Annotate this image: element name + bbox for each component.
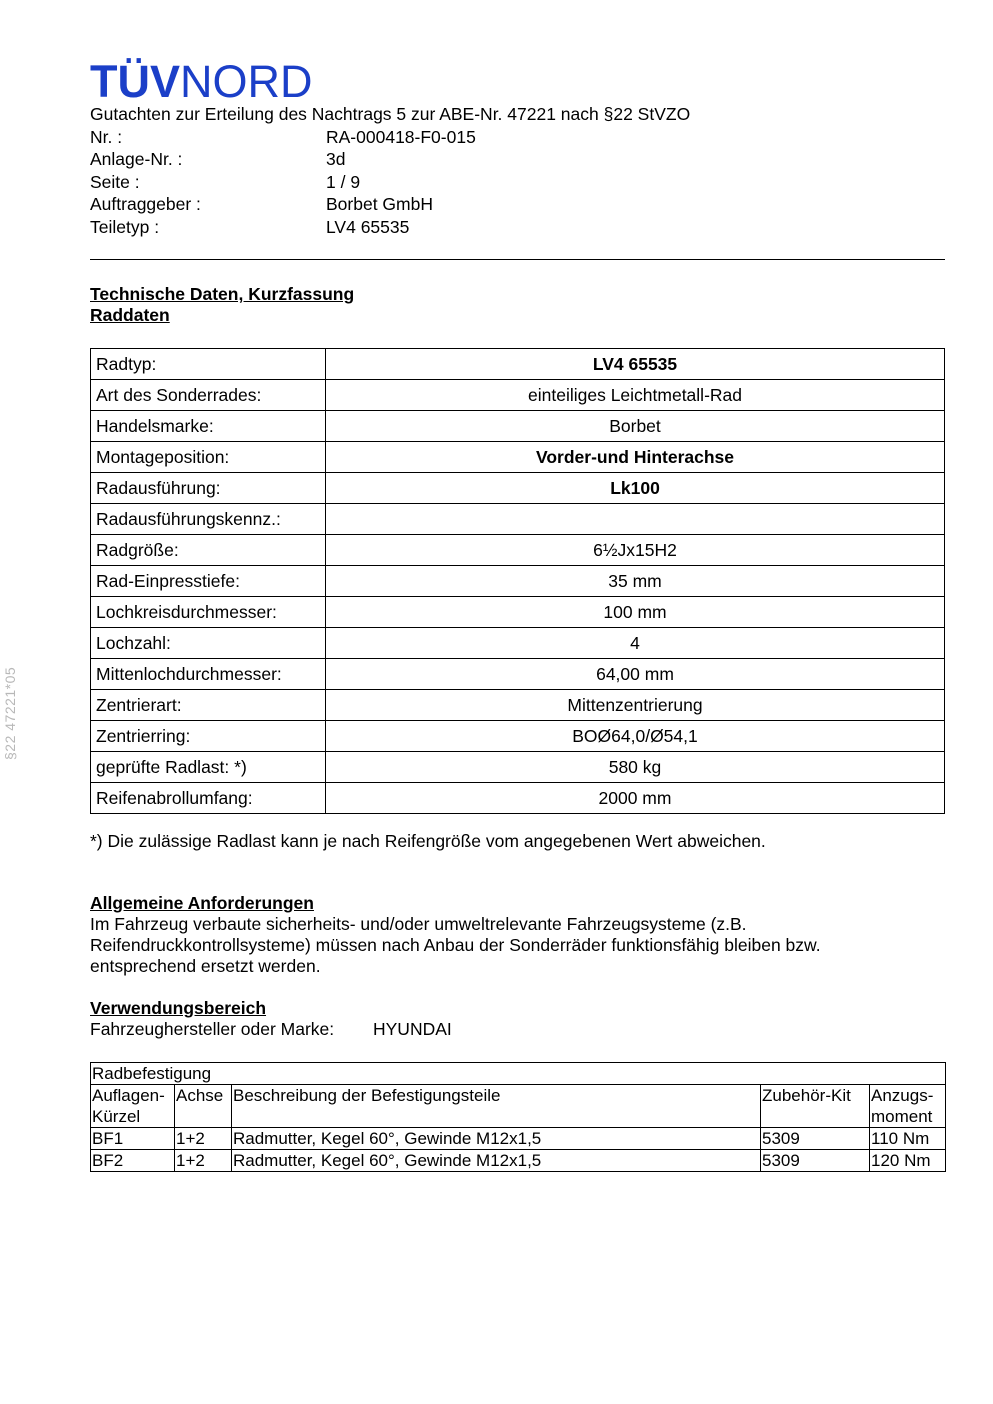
- wheel-field-value: 580 kg: [326, 752, 945, 783]
- wheel-field-label: Mittenlochdurchmesser:: [91, 659, 326, 690]
- side-reference-mark: §22 47221*05: [2, 666, 18, 760]
- wheel-data-table: [90, 348, 945, 814]
- table-row: [91, 380, 945, 411]
- wheel-field-value: einteiliges Leichtmetall-Rad: [326, 380, 945, 411]
- section-title: Allgemeine Anforderungen: [90, 893, 314, 913]
- meta-label: Teiletyp :: [90, 216, 160, 237]
- header-torque-line1: Anzugs-: [871, 1086, 934, 1105]
- radlast-footnote: *) Die zulässige Radlast kann je nach Reifengröße vom angegebenen Wert abweichen.: [90, 831, 766, 851]
- table-row: [91, 752, 945, 783]
- mount-caption-row: [91, 1063, 946, 1085]
- wheel-field-value: [326, 504, 945, 535]
- wheel-field-value: Mittenzentrierung: [326, 690, 945, 721]
- section-subtitle: Raddaten: [90, 305, 170, 325]
- cell-code: BF2: [91, 1150, 175, 1172]
- table-row: [91, 1128, 946, 1150]
- table-row: [91, 628, 945, 659]
- table-row: [91, 690, 945, 721]
- paragraph-line: entsprechend ersetzt werden.: [90, 956, 321, 976]
- section-title: Technische Daten, Kurzfassung: [90, 284, 355, 304]
- tuv-nord-logo: [90, 56, 313, 107]
- wheel-field-label: Lochkreisdurchmesser:: [91, 597, 326, 628]
- meta-value: RA-000418-F0-015: [326, 127, 476, 147]
- header-code: [91, 1085, 175, 1128]
- header-axle: Achse: [175, 1085, 232, 1128]
- meta-value: 1 / 9: [326, 171, 361, 192]
- header-torque-line2: moment: [871, 1107, 933, 1126]
- cell-description: Radmutter, Kegel 60°, Gewinde M12x1,5: [232, 1128, 761, 1150]
- table-row: [91, 721, 945, 752]
- header-code-line2: Kürzel: [92, 1107, 141, 1126]
- paragraph-line: Im Fahrzeug verbaute sicherheits- und/oder umweltrelevante Fahrzeugsysteme (z.B.: [90, 914, 747, 934]
- meta-value: 3d: [326, 149, 346, 170]
- wheel-field-label: Rad-Einpresstiefe:: [91, 566, 326, 597]
- wheel-field-label: geprüfte Radlast: *): [91, 752, 326, 783]
- meta-label: Auftraggeber :: [90, 194, 201, 215]
- wheel-field-value: Borbet: [326, 411, 945, 442]
- wheel-field-value: Vorder-und Hinterachse: [326, 442, 945, 473]
- wheel-field-value: LV4 65535: [326, 349, 945, 380]
- wheel-field-label: Radausführungskennz.:: [91, 504, 326, 535]
- section-general-requirements: [90, 893, 950, 977]
- table-row: [91, 349, 945, 380]
- wheel-field-label: Radgröße:: [91, 535, 326, 566]
- section-title: Verwendungsbereich: [90, 998, 267, 1018]
- wheel-field-label: Zentrierart:: [91, 690, 326, 721]
- cell-description: Radmutter, Kegel 60°, Gewinde M12x1,5: [232, 1150, 761, 1172]
- mount-header-row: [91, 1085, 946, 1128]
- table-row: [91, 411, 945, 442]
- wheel-field-label: Lochzahl:: [91, 628, 326, 659]
- section-technical-data: [90, 284, 354, 326]
- wheel-field-value: Lk100: [326, 473, 945, 504]
- meta-label: Nr. :: [90, 127, 123, 147]
- wheel-field-label: Radtyp:: [91, 349, 326, 380]
- cell-kit: 5309: [761, 1128, 870, 1150]
- mounting-table: [90, 1062, 946, 1172]
- header-divider: [90, 259, 945, 260]
- table-row: [91, 597, 945, 628]
- cell-torque: 120 Nm: [870, 1150, 946, 1172]
- table-row: [91, 659, 945, 690]
- paragraph-line: Reifendruckkontrollsysteme) müssen nach Anbau der Sonderräder funktionsfähig bleiben bzw.: [90, 935, 821, 955]
- mount-caption: Radbefestigung: [91, 1063, 946, 1085]
- wheel-field-value: BOØ64,0/Ø54,1: [326, 721, 945, 752]
- cell-torque: 110 Nm: [870, 1128, 946, 1150]
- wheel-field-label: Reifenabrollumfang:: [91, 783, 326, 814]
- header-torque: [870, 1085, 946, 1128]
- table-row: [91, 566, 945, 597]
- table-row: [91, 535, 945, 566]
- wheel-field-value: 4: [326, 628, 945, 659]
- cell-axle: 1+2: [175, 1128, 232, 1150]
- logo-part-nord: NORD: [180, 56, 313, 107]
- document-title: Gutachten zur Erteilung des Nachtrags 5 zur ABE-Nr. 47221 nach §22 StVZO: [90, 104, 691, 124]
- wheel-field-value: 64,00 mm: [326, 659, 945, 690]
- wheel-field-label: Handelsmarke:: [91, 411, 326, 442]
- table-row: [91, 504, 945, 535]
- table-row: [91, 442, 945, 473]
- maker-value: HYUNDAI: [373, 1019, 452, 1039]
- cell-code: BF1: [91, 1128, 175, 1150]
- cell-axle: 1+2: [175, 1150, 232, 1172]
- header-kit: Zubehör-Kit: [761, 1085, 870, 1128]
- meta-label: Anlage-Nr. :: [90, 149, 183, 170]
- wheel-field-label: Radausführung:: [91, 473, 326, 504]
- meta-value: Borbet GmbH: [326, 194, 433, 215]
- wheel-field-value: 2000 mm: [326, 783, 945, 814]
- meta-value: LV4 65535: [326, 216, 410, 237]
- cell-kit: 5309: [761, 1150, 870, 1172]
- maker-row: [90, 1019, 452, 1040]
- wheel-field-label: Montageposition:: [91, 442, 326, 473]
- wheel-field-value: 6½Jx15H2: [326, 535, 945, 566]
- table-row: [91, 473, 945, 504]
- header-description: Beschreibung der Befestigungsteile: [232, 1085, 761, 1128]
- table-row: [91, 783, 945, 814]
- section-usage: [90, 998, 452, 1040]
- maker-label: Fahrzeughersteller oder Marke:: [90, 1019, 335, 1039]
- wheel-field-label: Zentrierring:: [91, 721, 326, 752]
- wheel-field-label: Art des Sonderrades:: [91, 380, 326, 411]
- meta-label: Seite :: [90, 171, 140, 192]
- wheel-field-value: 35 mm: [326, 566, 945, 597]
- header-code-line1: Auflagen-: [92, 1086, 165, 1105]
- wheel-field-value: 100 mm: [326, 597, 945, 628]
- table-row: [91, 1150, 946, 1172]
- logo-part-tuv: TÜV: [90, 56, 180, 107]
